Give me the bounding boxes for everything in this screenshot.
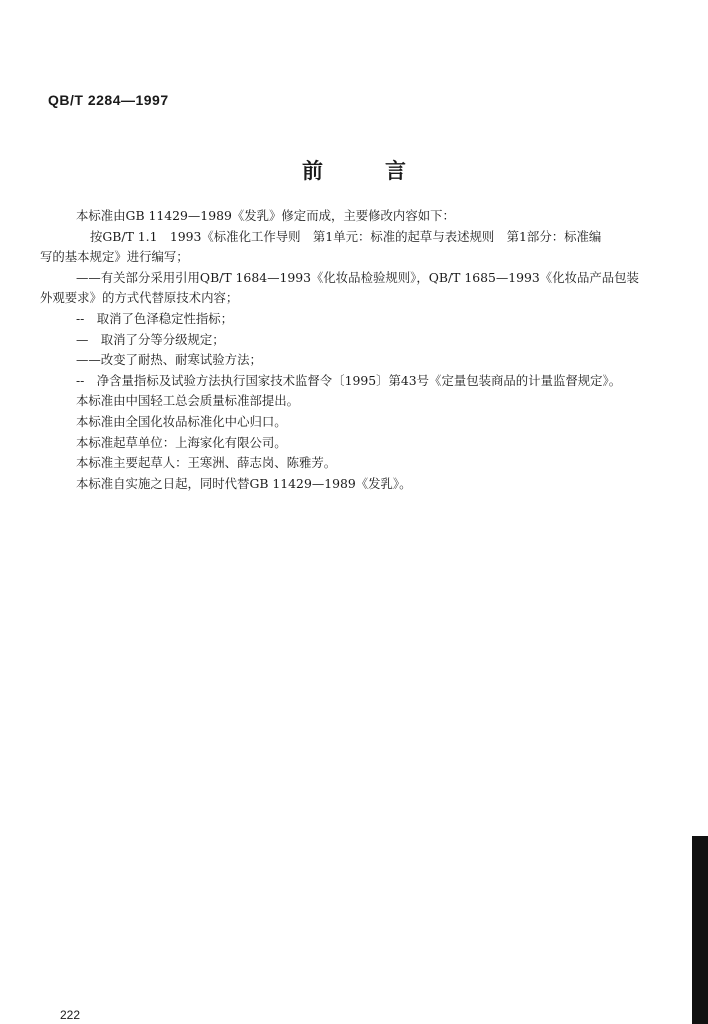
paragraph-line: — 取消了分等分级规定； [76, 331, 225, 347]
paragraph-line: 本标准由GB 11429—1989《发乳》修定而成，主要修改内容如下： [76, 208, 455, 223]
page-title: 前言 [302, 159, 468, 183]
paragraph-line: ——有关部分采用引用QB/T 1684—1993《化妆品检验规则》，QB/T 1685—1993《化妆品产品包装 [76, 269, 639, 285]
paragraph-line: 写的基本规定》进行编写； [40, 249, 189, 265]
paragraph-line: ——改变了耐热、耐寒试验方法； [76, 352, 262, 368]
paragraph-line: -- 净含量指标及试验方法执行国家技术监督令〔1995〕第43号《定量包装商品的计量监督规定》。 [76, 372, 622, 388]
document-body [38, 206, 678, 494]
paragraph-line: 本标准由中国轻工总会质量标准部提出。 [76, 393, 300, 409]
paragraph-line: 按GB/T 1.1 1993《标准化工作导则 第1单元：标准的起草与表述规则 第1部分：标准编 [90, 228, 602, 244]
paragraph-line: 本标准自实施之日起，同时代替GB 11429—1989《发乳》。 [76, 475, 412, 491]
paragraph-line: -- 取消了色泽稳定性指标； [76, 310, 234, 326]
paragraph-line: 本标准由全国化妆品标准化中心归口。 [76, 413, 287, 429]
scan-edge-bar [692, 836, 708, 1024]
page-number: 222 [60, 1008, 81, 1022]
paragraph-line: 本标准起草单位：上海家化有限公司。 [76, 434, 287, 450]
paragraph-line: 外观要求》的方式代替原技术内容； [40, 290, 239, 306]
standard-code: QB/T 2284—1997 [48, 92, 169, 108]
paragraph-line: 本标准主要起草人：王寒洲、薛志岗、陈雅芳。 [76, 455, 337, 471]
